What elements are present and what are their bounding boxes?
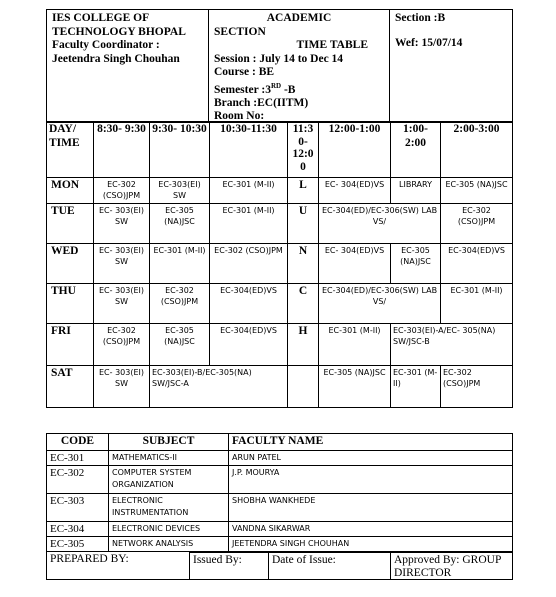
slot-header: 2:00-3:00 bbox=[441, 122, 513, 178]
issued-by: Issued By: bbox=[189, 552, 269, 580]
class-cell: EC-305 (NA)JSC bbox=[150, 204, 210, 244]
subject-table bbox=[46, 433, 513, 552]
class-cell: EC- 303(EI) SW bbox=[94, 284, 150, 324]
class-cell: EC-301 (M-II) bbox=[210, 204, 288, 244]
course: Course : BE bbox=[214, 66, 275, 78]
table-row bbox=[47, 494, 513, 522]
lunch-letter: C bbox=[288, 284, 319, 324]
slot-header: 12:00-1:00 bbox=[319, 122, 391, 178]
class-cell: EC-302 (CSO)JPM bbox=[94, 324, 150, 366]
class-cell: EC-301 (M-II) bbox=[391, 366, 441, 408]
class-cell: EC-301 (M-II) bbox=[210, 178, 288, 204]
faculty-name: J.P. MOURYA bbox=[229, 466, 513, 494]
code-header: CODE bbox=[47, 434, 109, 451]
class-cell: EC- 303(EI) SW bbox=[94, 366, 150, 408]
slot-header: 10:30-11:30 bbox=[210, 122, 288, 178]
day-label: TUE bbox=[47, 204, 94, 244]
faculty-name: JEETENDRA SINGH CHOUHAN bbox=[229, 537, 513, 552]
timetable-header bbox=[46, 9, 513, 123]
class-cell: EC-302 (CSO)JPM bbox=[210, 244, 288, 284]
subject-name: COMPUTER SYSTEM ORGANIZATION bbox=[109, 466, 229, 494]
class-cell: EC-301 (M-II) bbox=[441, 284, 513, 324]
timetable-title: TIME TABLE bbox=[296, 39, 368, 51]
section: Section :B bbox=[395, 12, 446, 24]
table-row bbox=[47, 537, 513, 552]
day-label: THU bbox=[47, 284, 94, 324]
table-row bbox=[47, 244, 513, 284]
class-cell: EC-301 (M-II) bbox=[150, 244, 210, 284]
faculty-header: FACULTY NAME bbox=[229, 434, 513, 451]
college-name-line2: TECHNOLOGY BHOPAL bbox=[52, 25, 186, 38]
day-label: SAT bbox=[47, 366, 94, 408]
subject-code: EC-305 bbox=[47, 537, 109, 552]
branch: Branch :EC(IITM) bbox=[214, 96, 309, 109]
subject-name: MATHEMATICS-II bbox=[109, 451, 229, 466]
slot-header: 8:30- 9:30 bbox=[94, 122, 150, 178]
class-cell: EC-303(EI) SW bbox=[150, 178, 210, 204]
table-row bbox=[47, 451, 513, 466]
lunch-letter: H bbox=[288, 324, 319, 366]
slot-header: 11:3 0- 12:0 0 bbox=[288, 122, 319, 178]
class-cell: EC-305 (NA)JSC bbox=[441, 178, 513, 204]
class-cell: EC- 304(ED)VS bbox=[319, 244, 391, 284]
table-row bbox=[47, 324, 513, 366]
college-name-line1: IES COLLEGE OF bbox=[52, 12, 150, 24]
class-cell: EC-302 (CSO)JPM bbox=[441, 204, 513, 244]
subject-header: SUBJECT bbox=[109, 434, 229, 451]
class-cell: EC-305 (NA)JSC bbox=[319, 366, 391, 408]
faculty-name: ARUN PATEL bbox=[229, 451, 513, 466]
slot-header: 1:00- 2:00 bbox=[391, 122, 441, 178]
date-of-issue: Date of Issue: bbox=[269, 552, 391, 580]
semester-superscript: RD bbox=[270, 81, 282, 90]
class-cell: EC-305 (NA)JSC bbox=[391, 244, 441, 284]
lab-cell: EC-303(EI)-B/EC-305(NA) SW/JSC-A bbox=[150, 366, 288, 408]
class-cell: EC-305 (NA)JSC bbox=[150, 324, 210, 366]
college-info bbox=[47, 10, 209, 122]
class-cell: EC- 303(EI) SW bbox=[94, 204, 150, 244]
class-cell: EC-302 (CSO)JPM bbox=[94, 178, 150, 204]
subject-name: ELECTRONIC INSTRUMENTATION bbox=[109, 494, 229, 522]
class-cell: EC-302 (CSO)JPM bbox=[150, 284, 210, 324]
class-cell: EC-304(ED)VS bbox=[210, 324, 288, 366]
signature-footer bbox=[46, 552, 512, 582]
faculty-name: VANDNA SIKARWAR bbox=[229, 522, 513, 537]
table-row bbox=[47, 204, 513, 244]
subject-code: EC-304 bbox=[47, 522, 109, 537]
faculty-name: SHOBHA WANKHEDE bbox=[229, 494, 513, 522]
academic-info bbox=[209, 10, 390, 122]
room: Room No: bbox=[214, 110, 265, 123]
section-info bbox=[390, 10, 512, 122]
lab-cell: EC-304(ED)/EC-306(SW) LAB VS/ bbox=[319, 204, 441, 244]
academic-title: ACADEMIC bbox=[266, 12, 332, 24]
class-cell: EC- 303(EI) SW bbox=[94, 244, 150, 284]
session: Session : July 14 to Dec 14 bbox=[214, 52, 344, 65]
subject-name: NETWORK ANALYSIS bbox=[109, 537, 229, 552]
class-cell: EC-304(ED)VS bbox=[441, 244, 513, 284]
table-row bbox=[47, 284, 513, 324]
table-row bbox=[47, 178, 513, 204]
subject-code: EC-302 bbox=[47, 466, 109, 494]
timetable-grid bbox=[46, 121, 513, 408]
lunch-letter: L bbox=[288, 178, 319, 204]
coordinator-label: Faculty Coordinator : bbox=[52, 39, 160, 51]
class-cell: EC- 304(ED)VS bbox=[319, 178, 391, 204]
class-cell: EC-304(ED)VS bbox=[210, 284, 288, 324]
class-cell: EC-302 (CSO)JPM bbox=[441, 366, 513, 408]
subject-code: EC-303 bbox=[47, 494, 109, 522]
lab-cell: EC-304(ED)/EC-306(SW) LAB VS/ bbox=[319, 284, 441, 324]
slot-header: 9:30- 10:30 bbox=[150, 122, 210, 178]
semester: Semester :3RD -B bbox=[214, 81, 296, 96]
lab-cell: EC-303(EI)-A/EC- 305(NA) SW/JSC-B bbox=[391, 324, 513, 366]
prepared-by: PREPARED BY: bbox=[46, 552, 189, 580]
day-label: MON bbox=[47, 178, 94, 204]
class-cell: EC-301 (M-II) bbox=[319, 324, 391, 366]
table-row bbox=[47, 366, 513, 408]
table-row bbox=[47, 522, 513, 537]
coordinator-name: Jeetendra Singh Chouhan bbox=[52, 52, 180, 65]
subject-name: ELECTRONIC DEVICES bbox=[109, 522, 229, 537]
wef-date: Wef: 15/07/14 bbox=[395, 36, 463, 49]
class-cell: LIBRARY bbox=[391, 178, 441, 204]
day-label: WED bbox=[47, 244, 94, 284]
lunch-letter: U bbox=[288, 204, 319, 244]
approved-by: Approved By: GROUP DIRECTOR bbox=[391, 552, 513, 580]
lunch-letter: N bbox=[288, 244, 319, 284]
subject-code: EC-301 bbox=[47, 451, 109, 466]
day-time-header: DAY/ TIME bbox=[47, 122, 94, 178]
lunch-empty bbox=[288, 366, 319, 408]
table-row bbox=[47, 466, 513, 494]
day-label: FRI bbox=[47, 324, 94, 366]
section-title: SECTION bbox=[214, 25, 266, 38]
